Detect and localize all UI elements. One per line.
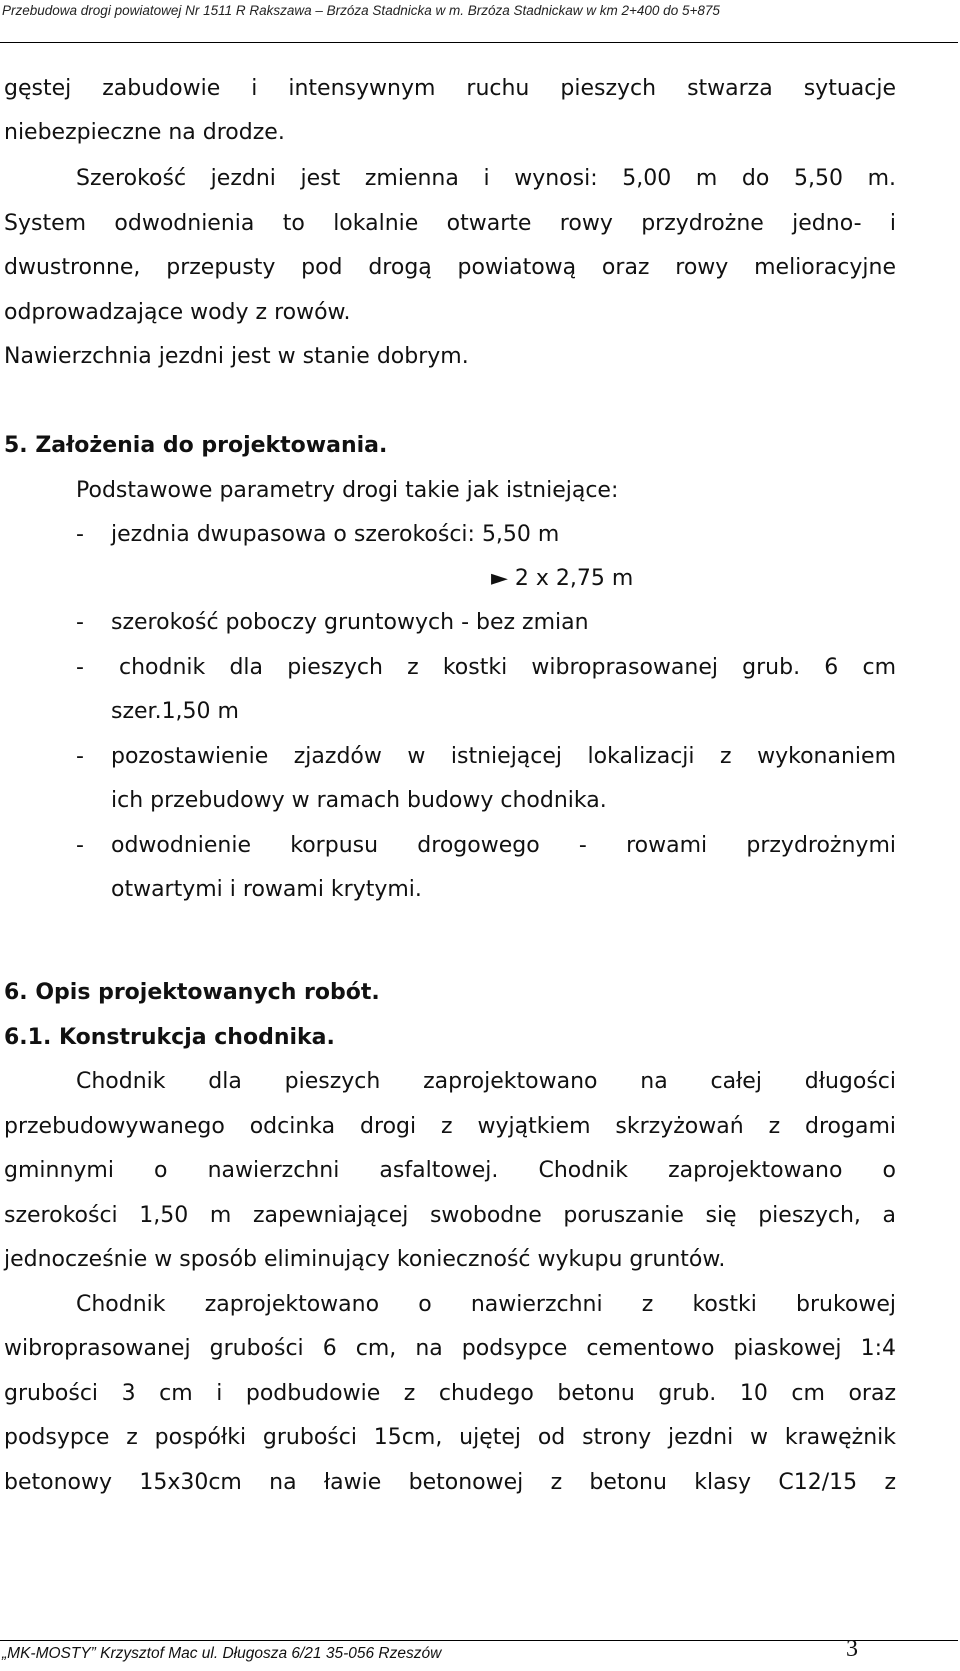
list-item: chodnik dla pieszych z kostki wibroprasowanej grub. 6 cm: [119, 655, 896, 680]
footer-rule: [0, 1640, 958, 1641]
running-title: Przebudowa drogi powiatowej Nr 1511 R Rakszawa – Brzóza Stadnicka w m. Brzóza Stadnickaw w km 2+400 do 5+875: [2, 3, 720, 18]
body-line: Szerokość jezdni jest zmienna i wynosi: 5,00 m do 5,50 m.: [76, 166, 896, 191]
body-line: gęstej zabudowie i intensywnym ruchu pieszych stwarza sytuacje: [4, 76, 896, 101]
body-line: Chodnik dla pieszych zaprojektowano na całej długości: [76, 1069, 896, 1094]
list-dash: -: [76, 655, 84, 680]
section-heading: 6. Opis projektowanych robót.: [4, 980, 380, 1005]
body-line: Chodnik zaprojektowano o nawierzchni z kostki brukowej: [76, 1292, 896, 1317]
footer-company: „MK-MOSTY” Krzysztof Mac ul. Długosza 6/21 35-056 Rzeszów: [2, 1645, 442, 1662]
body-line: gminnymi o nawierzchni asfaltowej. Chodnik zaprojektowano o: [4, 1158, 896, 1183]
list-dash: -: [76, 833, 84, 858]
body-line: podsypce z pospółki grubości 15cm, ujętej od strony jezdni w krawężnik: [4, 1425, 896, 1450]
list-item-cont: otwartymi i rowami krytymi.: [111, 877, 422, 902]
body-line: Nawierzchnia jezdni jest w stanie dobrym.: [4, 344, 469, 369]
list-item: jezdnia dwupasowa o szerokości: 5,50 m: [111, 522, 560, 547]
body-line: dwustronne, przepusty pod drogą powiatową oraz rowy melioracyjne: [4, 255, 896, 280]
list-dash: -: [76, 610, 84, 635]
page-number: 3: [846, 1636, 858, 1662]
subsection-heading: 6.1. Konstrukcja chodnika.: [4, 1025, 335, 1050]
list-item: odwodnienie korpusu drogowego - rowami przydrożnymi: [111, 833, 896, 858]
body-line: przebudowywanego odcinka drogi z wyjątkiem skrzyżowań z drogami: [4, 1114, 896, 1139]
body-line: wibroprasowanej grubości 6 cm, na podsypce cementowo piaskowej 1:4: [4, 1336, 896, 1361]
list-dash: -: [76, 744, 84, 769]
body-line: niebezpieczne na drodze.: [4, 120, 285, 145]
list-item-cont: szer.1,50 m: [111, 699, 239, 724]
page-header: [0, 0, 960, 22]
list-item: pozostawienie zjazdów w istniejącej lokalizacji z wykonaniem: [111, 744, 896, 769]
body-line: jednocześnie w sposób eliminujący konieczność wykupu gruntów.: [4, 1247, 726, 1272]
list-dash: -: [76, 522, 84, 547]
list-subitem: ► 2 x 2,75 m: [491, 566, 634, 591]
body-line: grubości 3 cm i podbudowie z chudego betonu grub. 10 cm oraz: [4, 1381, 896, 1406]
body-line: szerokości 1,50 m zapewniającej swobodne poruszanie się pieszych, a: [4, 1203, 896, 1228]
body-line: betonowy 15x30cm na ławie betonowej z betonu klasy C12/15 z: [4, 1470, 896, 1495]
body-line: Podstawowe parametry drogi takie jak istniejące:: [76, 478, 619, 503]
list-item-cont: ich przebudowy w ramach budowy chodnika.: [111, 788, 607, 813]
header-rule: [0, 42, 958, 43]
body-line: System odwodnienia to lokalnie otwarte rowy przydrożne jedno- i: [4, 211, 896, 236]
body-line: odprowadzające wody z rowów.: [4, 300, 351, 325]
list-item: szerokość poboczy gruntowych - bez zmian: [111, 610, 589, 635]
section-heading: 5. Założenia do projektowania.: [4, 433, 388, 458]
